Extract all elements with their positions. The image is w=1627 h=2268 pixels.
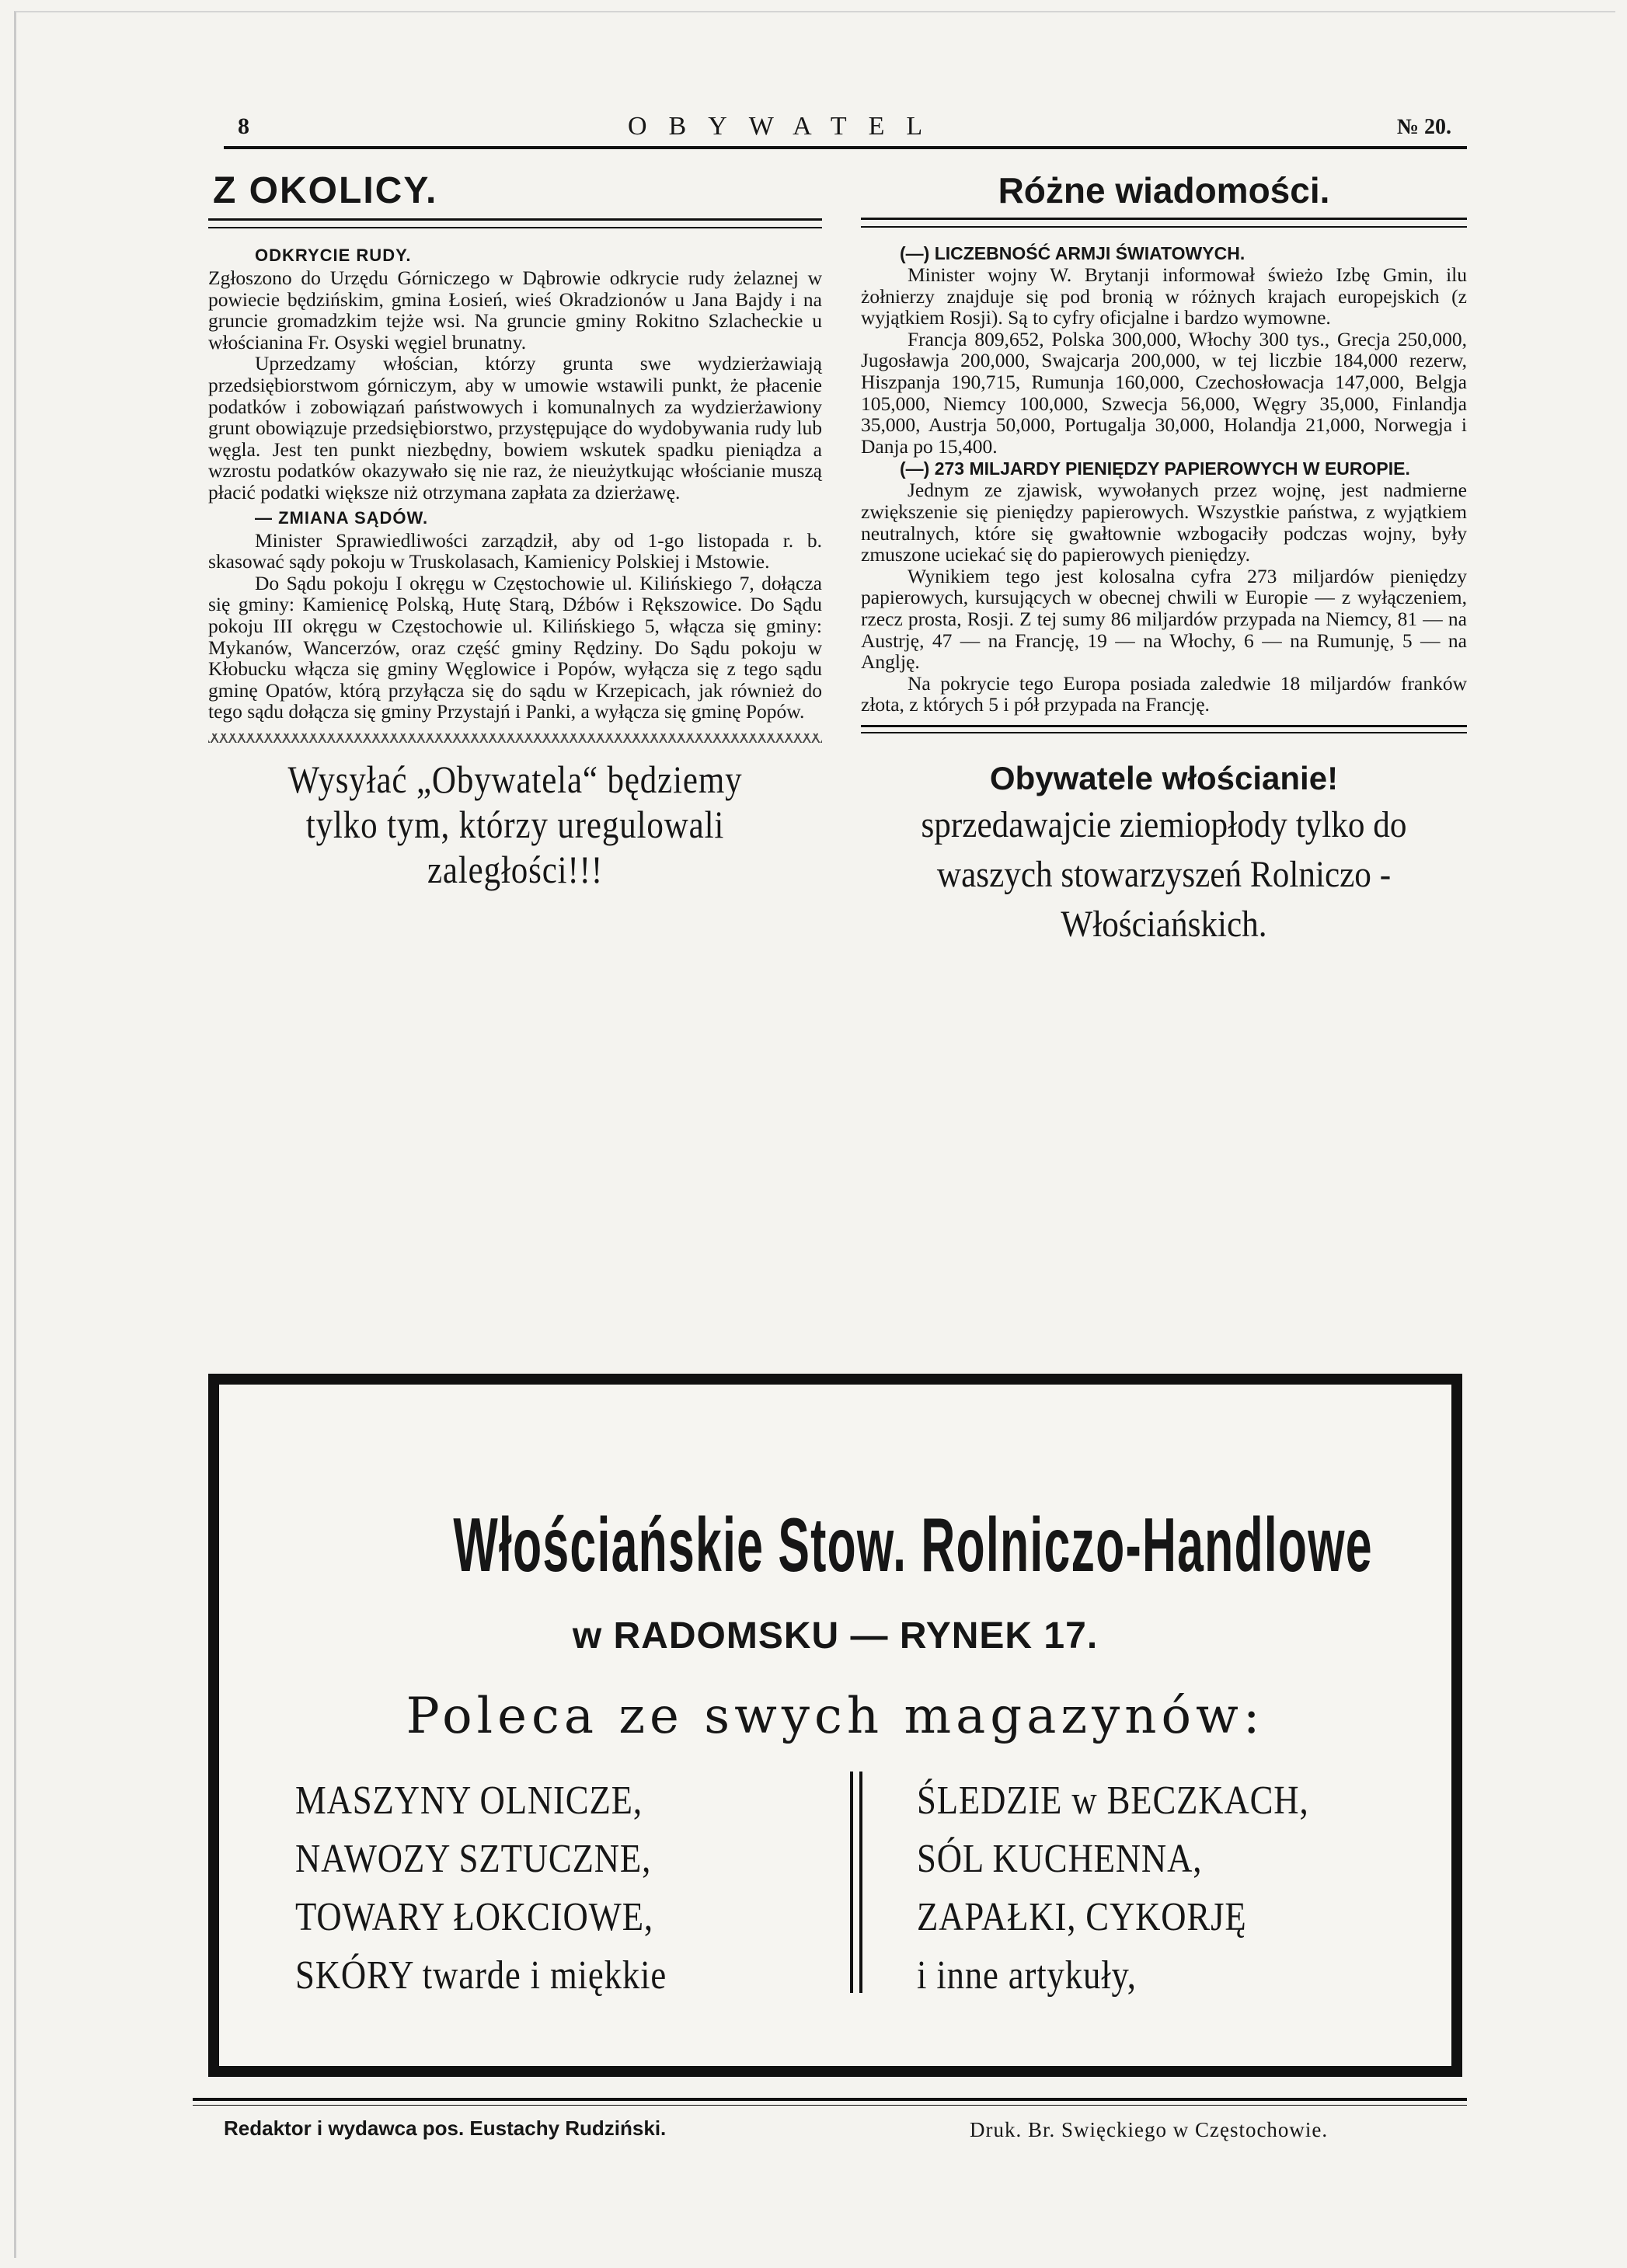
right-column bbox=[861, 169, 1467, 949]
article-head-armies: (—) LICZEBNOŚĆ ARMJI ŚWIATOWYCH. bbox=[900, 243, 1246, 263]
ad-item: TOWARY ŁOKCIOWE, bbox=[295, 1895, 653, 1939]
newspaper-page bbox=[193, 109, 1467, 2207]
ad-location: w RADOMSKU — RYNEK 17. bbox=[572, 1615, 1099, 1657]
article-head-courts: — ZMIANA SĄDÓW. bbox=[255, 507, 429, 528]
masthead-title: OBYWATEL bbox=[628, 112, 945, 141]
section-title-local: Z OKOLICY. bbox=[213, 170, 438, 211]
ad-item: ZAPAŁKI, CYKORJĘ bbox=[917, 1895, 1247, 1939]
appeal-text: sprzedawajcie ziemiopłody tylko do waszych stowarzyszeń Rolniczo - Włościańskich. bbox=[921, 803, 1407, 945]
ad-item: NAWOZY SZTUCZNE, bbox=[295, 1837, 652, 1881]
article-paragraph: Wynikiem tego jest kolosalna cyfra 273 miljardów pieniędzy papierowych, kursujących w obecnej chwili w Europie — z wyłączeniem, rzecz prosta, Rosji. Z tej sumy 86 miljardów przypada na Niemcy, 81 — na Austrję, 47 — na Francję, 19 — na Włochy, 6 — na Rumunję, 5 — na Anglję. bbox=[861, 564, 1467, 674]
appeal-heading: Obywatele włościanie! bbox=[989, 759, 1339, 796]
article-paragraph: Na pokrycie tego Europa posiada zaledwie 18 miljardów franków złota, z których 5 i pół przypada na Francję. bbox=[861, 671, 1467, 716]
ad-item: MASZYNY OLNICZE, bbox=[295, 1779, 643, 1823]
editor-credit: Redaktor i wydawca pos. Eustachy Rudziński. bbox=[224, 2116, 667, 2140]
footer-rule bbox=[193, 2098, 1467, 2106]
wavy-divider bbox=[208, 733, 822, 743]
section-title-news: Różne wiadomości. bbox=[998, 170, 1330, 211]
article-paragraph: Zgłoszono do Urzędu Górniczego w Dąbrowie odkrycie rudy żelaznej w powiecie będzińskim, gmina Łosień, wieś Okradzionów u Jana Bajdy i na gruncie gromadzkim tejże wsi. Na gruncie gminy Rokitno Szlacheckie u włościanina Fr. Osyski węgiel brunatny. bbox=[208, 267, 822, 354]
ad-goods-right bbox=[917, 1772, 1309, 2005]
ad-item: ŚLEDZIE w BECZKACH, bbox=[917, 1779, 1309, 1823]
printer-credit: Druk. Br. Swięckiego w Częstochowie. bbox=[970, 2118, 1329, 2141]
ad-company-name: Włościańskie Stow. Rolniczo-Handlowe bbox=[453, 1502, 1373, 1587]
section-rule bbox=[208, 218, 822, 228]
advertisement-box bbox=[208, 1374, 1462, 2077]
article-paragraph: Minister Sprawiedliwości zarządził, aby od 1-go listopada r. b. skasować sądy pokoju w Truskolasach, Kamienicy Polskiej i Mstowie. bbox=[208, 528, 822, 573]
ad-item: SKÓRY twarde i miękkie bbox=[295, 1953, 667, 1998]
section-rule bbox=[861, 725, 1467, 733]
header-rule bbox=[224, 146, 1467, 149]
article-paragraph: Minister wojny W. Brytanji informował świeżo Izbę Gmin, ilu żołnierzy znajduje się pod bronią w różnych krajach europejskich (z wyjątkiem Rosji). Są to cyfry oficjalne i bardzo wymowne. bbox=[861, 263, 1467, 329]
article-paragraph: Francja 809,652, Polska 300,000, Włochy 300 tys., Grecja 250,000, Jugosławja 200,000, Swajcarja 200,000, w tej liczbie 184,000 rezerw, Hiszpanja 190,715, Rumunja 160,000, Czechosłowacja 147,000, Belgja 105,000, Niemcy 100,000, Szwecja 56,000, Węgry 35,000, Finlandja 35,000, Austrja 50,000, Portugalja 30,000, Holandja 21,000, Norwegja i Danja po 15,400. bbox=[861, 327, 1467, 458]
ad-offer-line: Poleca ze swych magazynów: bbox=[406, 1688, 1265, 1745]
page-number: 8 bbox=[238, 113, 249, 139]
article-paragraph: Do Sądu pokoju I okręgu w Częstochowie ul. Kilińskiego 7, dołącza się gminy: Kamienicę Polską, Hutę Starą, Dźbów i Rększowice. Do Sądu pokoju III okręgu w Częstochowie ul. Kilińskiego 5, włącza się gminy: Mykanów, Wancerzów, oraz część gminy Rędziny. Do Sądu pokoju w Kłobucku włącza się gminy Węglowice i Popów, wyłącza się z tego sądu gminę Opatów, którą przyłącza się do sądu w Krzepicach, jak również do tego sądu dołącza się gminy Przystajń i Panki, a wyłącza się gminę Popów. bbox=[208, 571, 822, 723]
subscription-notice: Wysyłać „Obywatela“ będziemy tylko tym, którzy uregulowali zaległości!!! bbox=[287, 757, 743, 891]
left-column bbox=[208, 169, 822, 892]
ad-item: i inne artykuły, bbox=[917, 1953, 1137, 1998]
section-rule bbox=[861, 218, 1467, 228]
article-paragraph: Jednym ze zjawisk, wywołanych przez wojnę, jest nadmierne zwiększenie się pieniędzy papierowych. Wszystkie państwa, z wyjątkiem neutralnych, które się gwałtownie wzbogaciły podczas wojny, były zmuszone uciekać się do papierowych pieniędzy. bbox=[861, 479, 1467, 566]
article-head-ore: ODKRYCIE RUDY. bbox=[255, 246, 412, 265]
article-paragraph: Uprzedzamy włościan, którzy grunta swe wydzierżawiają przedsiębiorstwom górniczym, aby w umowie wstawili punkt, że płacenie podatków i zobowiązań państwowych i komunalnych za wydzierżawiony grunt obowiązuje przedsiębiorstwo, przystępujące do wydobywania rudy lub węgla. Jest ten punkt niezbędny, bowiem wskutek spadku pieniądza a wzrostu podatków okazywało się nie raz, że nieużytkując włościanie muszą płacić podatki większe niż otrzymana zapłata za dzierżawę. bbox=[208, 352, 822, 503]
issue-number: № 20. bbox=[1396, 115, 1451, 139]
ad-column-divider bbox=[850, 1772, 862, 1993]
ad-goods-left bbox=[295, 1772, 667, 2005]
ad-item: SÓL KUCHENNA, bbox=[917, 1837, 1203, 1881]
running-header bbox=[193, 109, 1467, 148]
article-head-money: (—) 273 MILJARDY PIENIĘDZY PAPIEROWYCH W EUROPIE. bbox=[900, 458, 1410, 479]
